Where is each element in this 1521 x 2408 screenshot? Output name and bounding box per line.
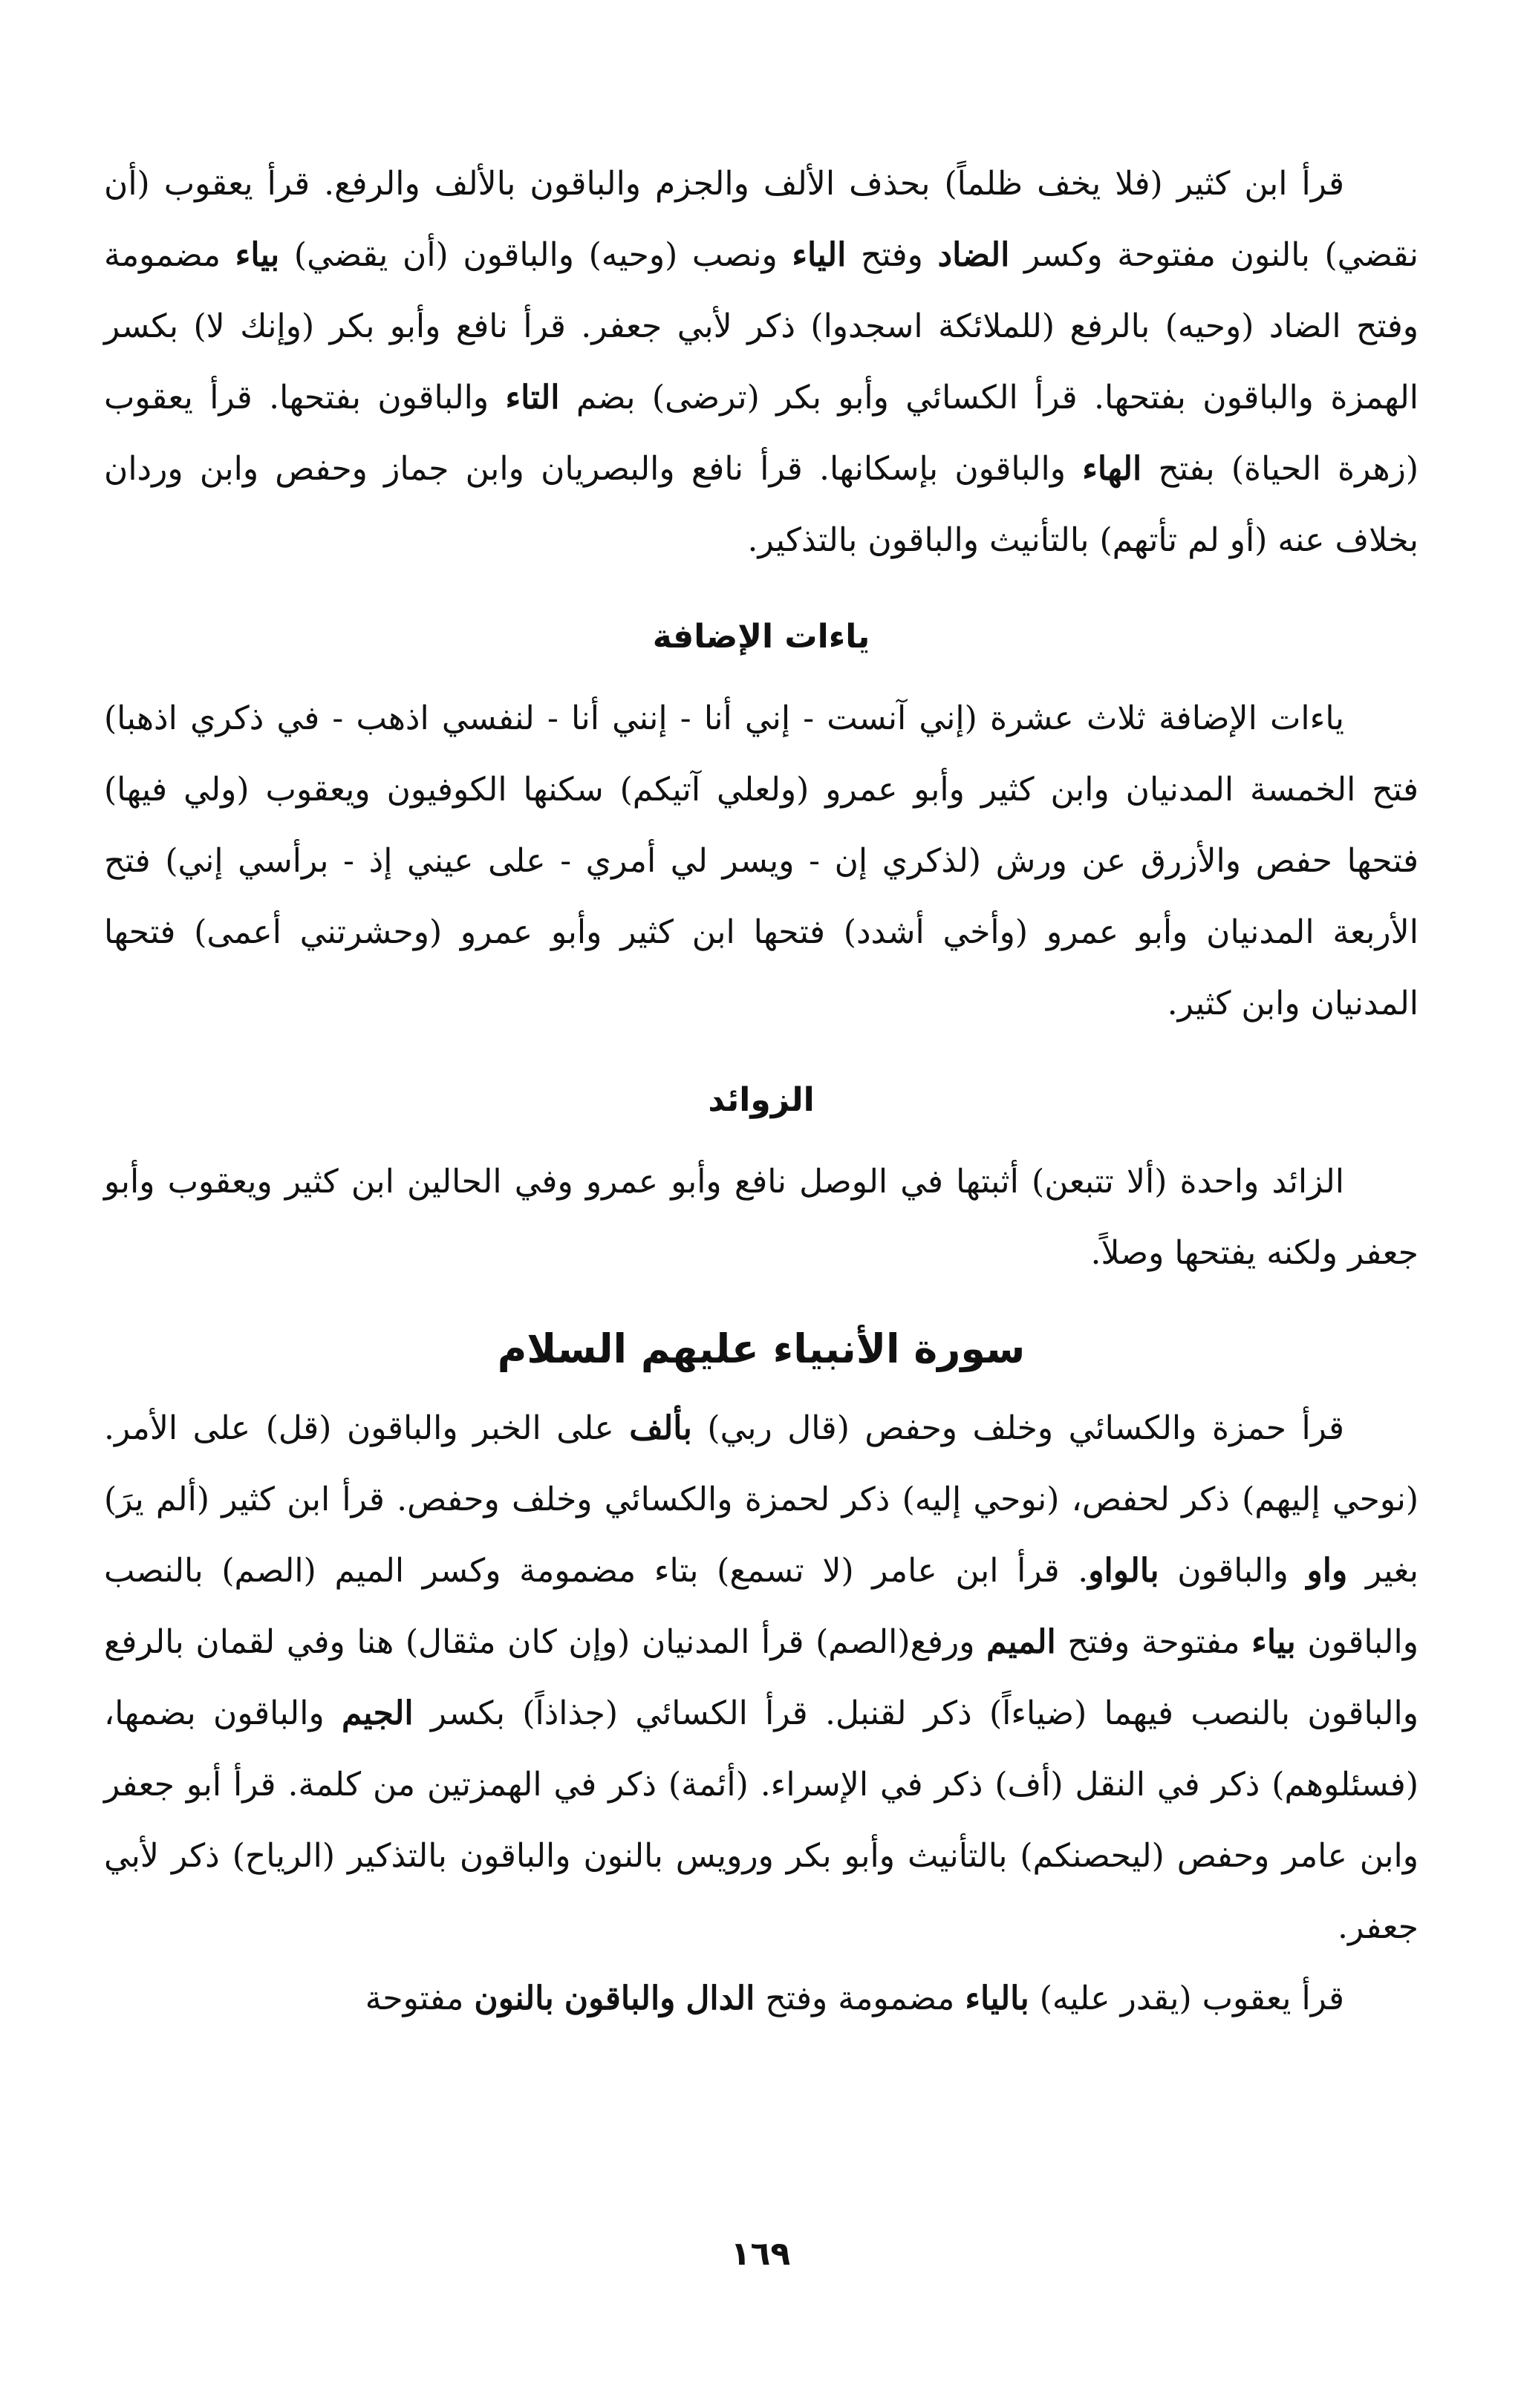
bold-term: بألف <box>629 1409 692 1447</box>
page-number: ١٦٩ <box>730 2235 791 2273</box>
text-run: ورفع(الصم) قرأ المدنيان (وإن كان مثقال) هنا وفي لقمان بالرفع والباقون بالنصب فيهما (ضياءاً) ذكر لقنبل. قرأ الكسائي (جذاذاً) بكسر <box>104 1623 1419 1732</box>
bold-term: بالنون <box>474 1980 554 2017</box>
paragraph-4 <box>104 1393 1419 1963</box>
text-run: . قرأ ابن عامر (لا تسمع) بتاء مضمومة وكسر الميم (الصم) بالنصب والباقون <box>104 1552 1419 1661</box>
bold-term: بياء <box>235 236 280 274</box>
paragraph-5 <box>104 1963 1419 2035</box>
text-run: مفتوحة وفتح <box>1055 1623 1252 1661</box>
paragraph-3: الزائد واحدة (ألا تتبعن) أثبتها في الوصل نافع وأبو عمرو وفي الحالين ابن كثير ويعقوب وأبو جعفر ولكنه يفتحها وصلاً. <box>104 1163 1419 1272</box>
text-run: قرأ يعقوب (يقدر عليه) <box>1029 1980 1344 2017</box>
bold-term: واو <box>1306 1552 1348 1590</box>
bold-term: بالياء <box>965 1980 1029 2017</box>
bold-term: الياء <box>792 236 847 274</box>
bold-term: الضاد <box>937 236 1010 274</box>
bold-term: بياء <box>1251 1623 1296 1661</box>
bold-term: التاء <box>505 379 560 417</box>
text-run: ونصب (وحيه) والباقون (أن يقضي) <box>279 236 792 274</box>
text-run: والباقون بفتحها. قرأ يعقوب (زهرة الحياة) بفتح <box>104 379 1419 488</box>
text-run: مضمومة وفتح الضاد (وحيه) بالرفع (للملائكة اسجدوا) ذكر لأبي جعفر. قرأ نافع وأبو بكر (وإنك لا) بكسر الهمزة والباقون بفتحها. قرأ الكسائي وأبو بكر (ترضى) بضم <box>104 236 1419 417</box>
bold-term: الجيم <box>342 1694 414 1732</box>
text-run: قرأ ابن كثير (فلا يخف ظلماً) بحذف الألف والجزم والباقون بالألف والرفع. قرأ يعقوب (أن نقضي) بالنون مفتوحة وكسر <box>104 165 1419 274</box>
section-heading-yaat-idafa: ياءات الإضافة <box>652 618 870 656</box>
text-run: على الخبر والباقون (قل) على الأمر. (نوحي إليهم) ذكر لحفص، (نوحي إليه) ذكر لحمزة والكسائي وخلف وحفص. قرأ ابن كثير (ألم يرَ) بغير <box>104 1409 1419 1590</box>
text-run: قرأ حمزة والكسائي وخلف وحفص (قال ربي) <box>691 1409 1344 1447</box>
text-run: مضمومة وفتح <box>755 1980 965 2017</box>
text-run: والباقون بإسكانها. قرأ نافع والبصريان وابن جماز وحفص وابن وردان بخلاف عنه (أو لم تأتهم) بالتأنيث والباقون بالتذكير. <box>104 450 1419 559</box>
bold-term: بالواو <box>1088 1552 1159 1590</box>
paragraph-2: ياءات الإضافة ثلاث عشرة (إني آنست - إني أنا - إنني أنا - لنفسي اذهب - في ذكري اذهبا) فتح الخمسة المدنيان وابن كثير وأبو عمرو (ولعلي آتيكم) سكنها الكوفيون ويعقوب (ولي فيها) فتحها حفص والأزرق عن ورش (لذكري إن - ويسر لي أمري - على عيني إذ - برأسي إني) فتح الأربعة المدنيان وأبو عمرو (وأخي أشدد) فتحها ابن كثير وأبو عمرو (وحشرتني أعمى) فتحها المدنيان وابن كثير. <box>104 699 1419 1022</box>
page-content <box>104 149 1419 2035</box>
text-run <box>675 1980 685 2017</box>
text-run: وفتح <box>846 236 938 274</box>
text-run: والباقون بضمها، (فسئلوهم) ذكر في النقل (أف) ذكر في الإسراء. (أئمة) ذكر في الهمزتين من كلمة. قرأ أبو جعفر وابن عامر وحفص (ليحصنكم) بالتأنيث وأبو بكر ورويس بالنون والباقون بالتذكير (الرياح) ذكر لأبي جعفر. <box>104 1694 1419 1946</box>
surah-title: سورة الأنبياء عليهم السلام <box>497 1325 1026 1372</box>
text-run: مفتوحة <box>365 1980 475 2017</box>
section-heading-zawaid: الزوائد <box>708 1081 815 1119</box>
bold-term: الدال <box>685 1980 755 2017</box>
bold-term: الميم <box>986 1623 1056 1661</box>
text-run <box>554 1980 564 2017</box>
paragraph-1 <box>104 149 1419 576</box>
bold-term: والباقون <box>564 1980 676 2017</box>
text-run: والباقون <box>1159 1552 1307 1590</box>
bold-term: الهاء <box>1082 450 1142 488</box>
